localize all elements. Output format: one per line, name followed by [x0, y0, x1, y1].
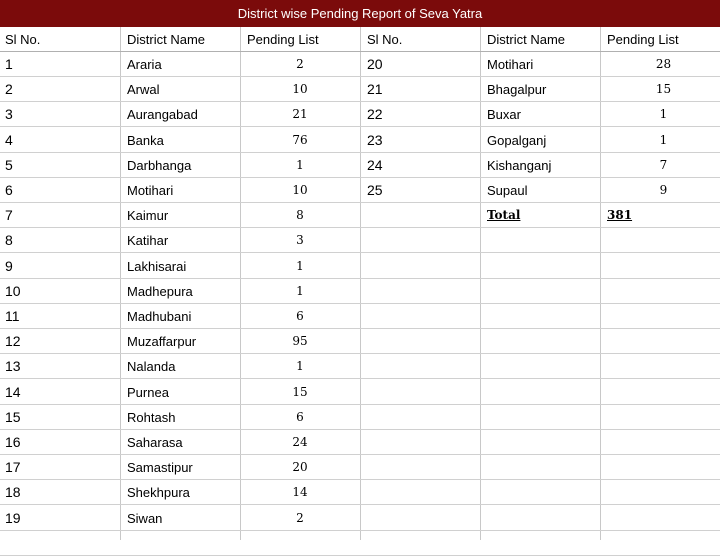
header-district-name: District Name — [127, 32, 206, 47]
pending-count-cell: 20 — [292, 460, 308, 475]
table-row — [0, 128, 720, 153]
table-row — [0, 77, 720, 102]
sl-no-cell: 18 — [5, 484, 21, 501]
district-name-cell: Kaimur — [127, 208, 169, 224]
sl-no-cell: 7 — [5, 207, 13, 224]
sl-no-cell: 14 — [5, 383, 21, 400]
header-sl-no: Sl No. — [5, 32, 41, 47]
table-row — [0, 354, 720, 379]
header-pending-list: Pending List — [247, 32, 319, 47]
district-name-cell: Katihar — [127, 233, 169, 249]
table-row — [0, 380, 720, 405]
district-name-cell: Motihari — [487, 57, 534, 72]
sl-no-cell: 15 — [5, 408, 21, 425]
pending-count-cell: 8 — [296, 208, 304, 223]
sl-no-cell: 8 — [5, 232, 13, 249]
sl-no-cell: 10 — [5, 282, 21, 299]
pending-count-cell: 21 — [292, 107, 308, 122]
pending-count-cell: 1 — [296, 157, 304, 172]
district-name-cell: Buxar — [487, 107, 521, 123]
table-row — [0, 480, 720, 505]
pending-count-cell: 15 — [655, 82, 672, 97]
sl-no-cell: 25 — [367, 182, 383, 198]
district-name-cell: Shekhpura — [127, 485, 190, 501]
table-header-row — [0, 27, 720, 52]
pending-count-cell: 1 — [296, 258, 304, 273]
sl-no-cell: 21 — [367, 81, 383, 98]
district-name-cell: Kishanganj — [487, 157, 552, 173]
table-row — [0, 329, 720, 354]
pending-count-cell: 1 — [296, 283, 304, 298]
pending-count-cell: 3 — [296, 233, 304, 248]
pending-count-cell: 1 — [659, 107, 668, 122]
table-row — [0, 52, 720, 77]
table-row — [0, 178, 720, 203]
sl-no-cell: 6 — [5, 182, 13, 198]
district-name-cell: Siwan — [127, 510, 163, 526]
table-row — [0, 405, 720, 430]
pending-count-cell: 14 — [292, 485, 308, 500]
sl-no-cell: 24 — [367, 156, 383, 173]
sl-no-cell: 20 — [367, 56, 383, 72]
header-pending-list: Pending List — [607, 32, 679, 47]
pending-count-cell: 2 — [296, 510, 304, 525]
district-name-cell: Darbhanga — [127, 157, 192, 173]
table-row — [0, 430, 720, 455]
table-row — [0, 279, 720, 304]
table-row — [0, 254, 720, 279]
district-name-cell: Bhagalpur — [487, 82, 547, 98]
table-row — [0, 531, 720, 556]
district-name-cell: Gopalganj — [487, 132, 547, 148]
sl-no-cell: 12 — [5, 333, 21, 350]
district-name-cell: Arwal — [127, 82, 160, 98]
sl-no-cell: 11 — [5, 308, 20, 324]
sl-no-cell: 23 — [367, 131, 383, 148]
district-name-cell: Lakhisarai — [127, 258, 187, 274]
sl-no-cell: 9 — [5, 257, 13, 274]
sl-no-cell: 5 — [5, 156, 13, 173]
table-row — [0, 203, 720, 228]
pending-count-cell: 7 — [659, 157, 668, 172]
pending-count-cell: 6 — [296, 309, 304, 323]
pending-count-cell: 15 — [292, 384, 308, 399]
pending-count-cell: 1 — [296, 359, 304, 374]
district-name-cell: Araria — [127, 57, 162, 72]
sl-no-cell: 4 — [5, 131, 13, 148]
pending-count-cell: 10 — [292, 183, 308, 197]
report-title: District wise Pending Report of Seva Yatra — [0, 0, 720, 27]
pending-count-cell: 2 — [296, 57, 304, 71]
district-name-cell: Supaul — [487, 183, 528, 198]
district-name-cell: Aurangabad — [127, 107, 198, 123]
sl-no-cell: 3 — [5, 106, 13, 123]
pending-count-cell: 1 — [659, 132, 668, 147]
district-name-cell: Muzaffarpur — [127, 334, 197, 350]
district-name-cell: Nalanda — [127, 359, 176, 375]
table-row — [0, 455, 720, 480]
table-row — [0, 102, 720, 127]
district-name-cell: Madhubani — [127, 309, 192, 324]
header-sl-no: Sl No. — [367, 32, 403, 47]
table-row — [0, 506, 720, 531]
table-row — [0, 153, 720, 178]
pending-count-cell: 9 — [659, 183, 668, 197]
district-name-cell: Rohtash — [127, 409, 176, 425]
total-label: Total — [487, 208, 521, 223]
pending-count-cell: 10 — [292, 82, 308, 97]
sl-no-cell: 19 — [5, 509, 21, 526]
district-name-cell: Purnea — [127, 384, 169, 400]
pending-report-table — [0, 27, 720, 540]
sl-no-cell: 2 — [5, 81, 13, 98]
table-row — [0, 228, 720, 253]
district-name-cell: Saharasa — [127, 435, 183, 450]
sl-no-cell: 13 — [5, 358, 21, 375]
district-name-cell: Samastipur — [127, 460, 193, 476]
header-district-name: District Name — [487, 32, 566, 47]
table-row — [0, 304, 720, 329]
sl-no-cell: 17 — [5, 459, 21, 476]
pending-count-cell: 76 — [292, 132, 308, 147]
sl-no-cell: 1 — [5, 56, 13, 72]
sl-no-cell: 22 — [367, 106, 383, 123]
district-name-cell: Madhepura — [127, 283, 193, 299]
total-value: 381 — [607, 208, 633, 223]
pending-count-cell: 24 — [292, 435, 308, 449]
pending-count-cell: 6 — [296, 409, 304, 424]
pending-count-cell: 28 — [655, 57, 672, 71]
district-name-cell: Banka — [127, 132, 164, 148]
sl-no-cell: 16 — [5, 434, 21, 450]
district-name-cell: Motihari — [127, 183, 174, 198]
pending-count-cell: 95 — [292, 334, 308, 349]
